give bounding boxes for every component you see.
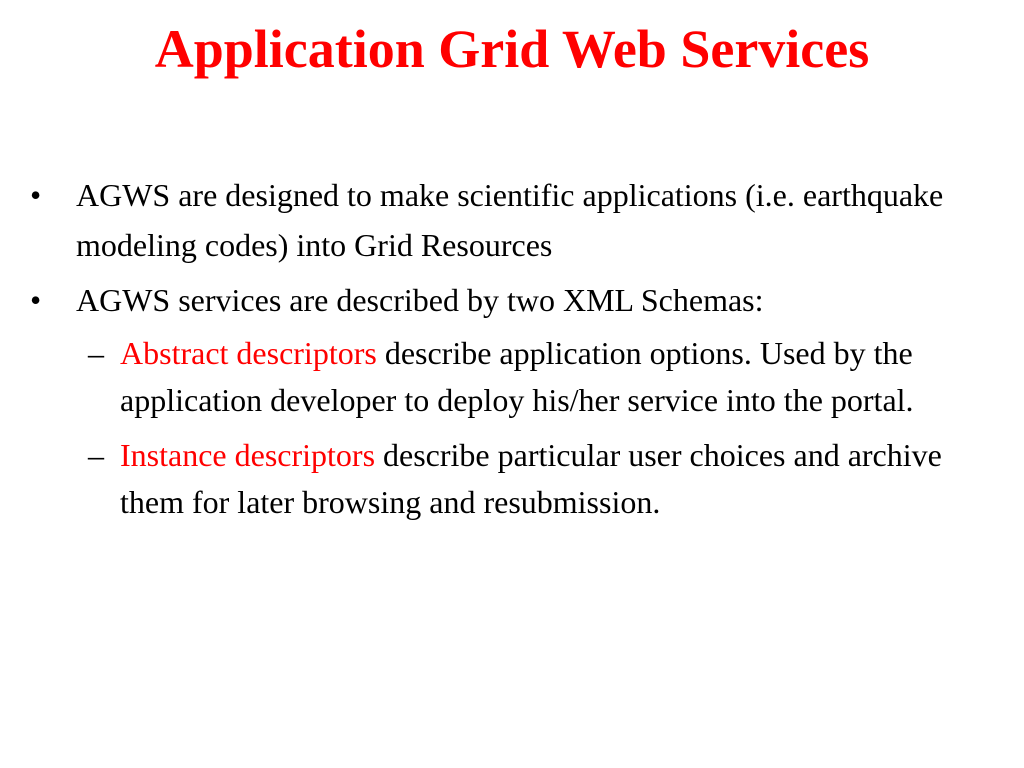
bullet-list — [0, 170, 1024, 534]
sub-bullet-text: describe application options. Used by the application developer to deploy his/her service into the portal. — [120, 335, 914, 418]
bullet-item — [0, 275, 1024, 325]
sub-bullet-term: Abstract descriptors — [120, 335, 377, 371]
sub-bullet-item — [0, 330, 1024, 424]
bullet-marker: • — [30, 177, 42, 213]
sub-bullet-text: describe particular user choices and archive them for later browsing and resubmission. — [120, 437, 942, 520]
slide-title: Application Grid Web Services — [154, 19, 870, 79]
dash-marker: – — [88, 437, 104, 473]
bullet-text: AGWS services are described by two XML Schemas: — [76, 282, 764, 318]
bullet-item — [0, 170, 1024, 270]
bullet-marker: • — [30, 282, 42, 318]
sub-bullet-term: Instance descriptors — [120, 437, 376, 473]
bullet-text: AGWS are designed to make scientific applications (i.e. earthquake modeling codes) into Grid Resources — [76, 177, 944, 263]
sub-bullet-item — [0, 432, 1024, 526]
dash-marker: – — [88, 335, 104, 371]
